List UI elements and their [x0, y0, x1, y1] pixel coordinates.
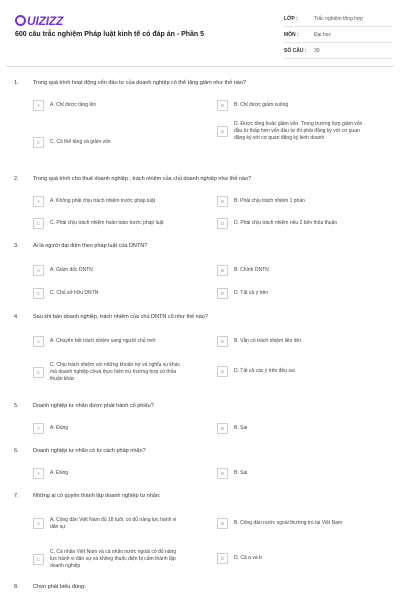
option-text: B. Sai [234, 470, 248, 477]
option-letter-box: C [33, 137, 44, 148]
answer-option[interactable] [217, 218, 367, 229]
option-letter-box: A [33, 423, 44, 434]
option-letter-box: D [217, 366, 228, 377]
answer-option[interactable] [33, 336, 183, 347]
question-text: Sau khi bán doanh nghiệp, trách nhiệm của chủ DNTN cũ như thế nào? [33, 314, 208, 320]
option-letter-box: B [217, 423, 228, 434]
meta-key: LỚP : [284, 15, 298, 22]
question-number: 5. [14, 403, 19, 409]
option-letter-box: A [33, 265, 44, 276]
answer-option[interactable] [217, 468, 367, 479]
option-text: C. Phải chịu trách nhiệm hoàn toàn trước pháp luật [50, 220, 164, 227]
answer-option[interactable] [217, 288, 367, 299]
option-letter-box: B [217, 100, 228, 111]
option-letter-box: C [33, 218, 44, 229]
meta-value: 30 [314, 47, 320, 54]
meta-value: Đại học [314, 31, 331, 38]
answer-option[interactable] [217, 366, 367, 377]
option-text: D. Phải chịu trách nhiệm nếu 2 bên thỏa thuận [234, 220, 338, 227]
answer-option[interactable] [217, 265, 367, 276]
option-text: A. Chỉ được tăng lên [50, 102, 97, 109]
logo-q-icon [15, 15, 26, 26]
meta-table [284, 11, 392, 59]
option-text: B. Vẫn có trách nhiệm liên đới [234, 338, 301, 345]
option-letter-box: C [33, 554, 44, 565]
option-text: D. Tất cả ý trên [234, 290, 269, 297]
option-letter-box: A [33, 468, 44, 479]
option-text: B. Chính DNTN [234, 267, 269, 274]
meta-value: Trắc nghiệm tổng hợp [314, 15, 363, 22]
option-text: D. Được tăng hoặc giảm vốn. Trong trường hợp giảm vốn đầu tư thấp hơn vốn đầu tư thì phải đăng ký với cơ quan đăng ký với cơ quan đăng ký kinh doanh [234, 121, 363, 141]
header [0, 0, 400, 66]
question-text: Trong quá trình hoạt động vốn đầu tư của doanh nghiệp có thể tăng giảm như thế nào? [33, 80, 246, 86]
option-letter-box: D [217, 553, 228, 564]
question-text: Doanh nghiệp tư nhân được phát hành cổ phiếu? [33, 403, 154, 409]
meta-row-subject [284, 27, 392, 43]
answer-option[interactable] [33, 362, 183, 382]
option-letter-box: A [33, 336, 44, 347]
question-number: 4. [14, 314, 19, 320]
option-letter-box: B [217, 518, 228, 529]
option-letter-box: D [217, 126, 228, 137]
answer-option[interactable] [217, 423, 367, 434]
answer-option[interactable] [217, 518, 367, 529]
answer-option[interactable] [33, 196, 183, 207]
option-letter-box: B [217, 468, 228, 479]
option-letter-box: A [33, 518, 44, 529]
question-text: Những ai có quyền thành lập doanh nghiệp tư nhân: [33, 493, 161, 499]
option-letter-box: C [33, 367, 44, 378]
option-text: B. Sai [234, 425, 248, 432]
meta-key: MÔN : [284, 31, 299, 38]
answer-option[interactable] [33, 137, 183, 148]
option-text: D. Cả a và b [234, 555, 262, 562]
answer-option[interactable] [33, 517, 183, 531]
question-number: 1. [14, 80, 19, 86]
question-text: Ai là người đại diện theo pháp luật của DNTN? [33, 243, 148, 249]
option-text: B. Phải chịu trách nhiệm 1 phần [234, 198, 305, 205]
option-letter-box: D [217, 218, 228, 229]
option-text: C. Có thể tăng và giảm vốn [50, 139, 111, 146]
answer-option[interactable] [33, 265, 183, 276]
option-letter-box: A [33, 100, 44, 111]
question-number: 6. [14, 448, 19, 454]
option-text: B. Chỉ được giảm xuống [234, 102, 289, 109]
page-title: 600 câu trắc nghiệm Pháp luật kinh tế có đáp án - Phần 5 [15, 31, 205, 38]
option-letter-box: B [217, 336, 228, 347]
option-text: A. Đúng [50, 425, 69, 432]
option-text: A. Đúng [50, 470, 69, 477]
meta-key: SỐ CÂU : [284, 47, 307, 54]
question-number: 8. [14, 584, 19, 590]
option-letter-box: C [33, 288, 44, 299]
answer-option[interactable] [217, 196, 367, 207]
question-number: 7. [14, 493, 19, 499]
option-text: A. Chuyển hết trách nhiệm sang người chủ mới [50, 338, 156, 345]
question-text: Trong quá trình cho thuê doanh nghiệp , trách nhiệm của chủ doanh nghiệp như thế nào? [33, 176, 252, 182]
option-text: A. Công dân Việt Nam đủ 18 tuổi, có đủ năng lực hành vi dân sự [50, 517, 177, 530]
option-letter-box: A [33, 196, 44, 207]
option-text: C. Chịu trách nhiệm với những khoản nợ và nghĩa vụ khác mà doanh nghiệp chưa thực hiện trừ trường hợp có thỏa thuận khác [50, 362, 180, 382]
answer-option[interactable] [33, 549, 183, 569]
option-letter-box: B [217, 196, 228, 207]
answer-option[interactable] [33, 288, 183, 299]
quizizz-logo: UIZIZZ [15, 14, 63, 28]
question-text: Doanh nghiệp tư nhân có tư cách pháp nhân? [33, 448, 146, 454]
option-text: C. Cá nhân Việt Nam và cá nhân nước ngoài có đủ năng lực hành vi dân sự và không thuộc diện bị cấm thành lập doanh nghiệp [50, 549, 177, 569]
meta-row-count [284, 43, 392, 59]
option-text: B. Công dân nước ngoài thường trú tại Việt Nam [234, 520, 343, 527]
option-letter-box: B [217, 265, 228, 276]
answer-option[interactable] [33, 423, 183, 434]
option-letter-box: D [217, 288, 228, 299]
question-number: 3. [14, 243, 19, 249]
answer-option[interactable] [33, 100, 183, 111]
answer-option[interactable] [217, 100, 367, 111]
option-text: D. Tất cả các ý trên đều sai [234, 368, 295, 375]
option-text: C. Chủ sở hữu DNTN [50, 290, 99, 297]
question-text: Chọn phát biểu đúng: [33, 584, 86, 590]
header-divider [6, 66, 394, 67]
answer-option[interactable] [217, 336, 367, 347]
question-number: 2. [14, 176, 19, 182]
answer-option[interactable] [217, 553, 367, 564]
meta-row-class [284, 11, 392, 27]
answer-option[interactable] [33, 218, 183, 229]
answer-option[interactable] [217, 121, 367, 141]
answer-option[interactable] [33, 468, 183, 479]
option-text: A. Giám đốc DNTN [50, 267, 93, 274]
option-text: A. Không phải chịu trách nhiệm trước pháp luật [50, 198, 156, 205]
